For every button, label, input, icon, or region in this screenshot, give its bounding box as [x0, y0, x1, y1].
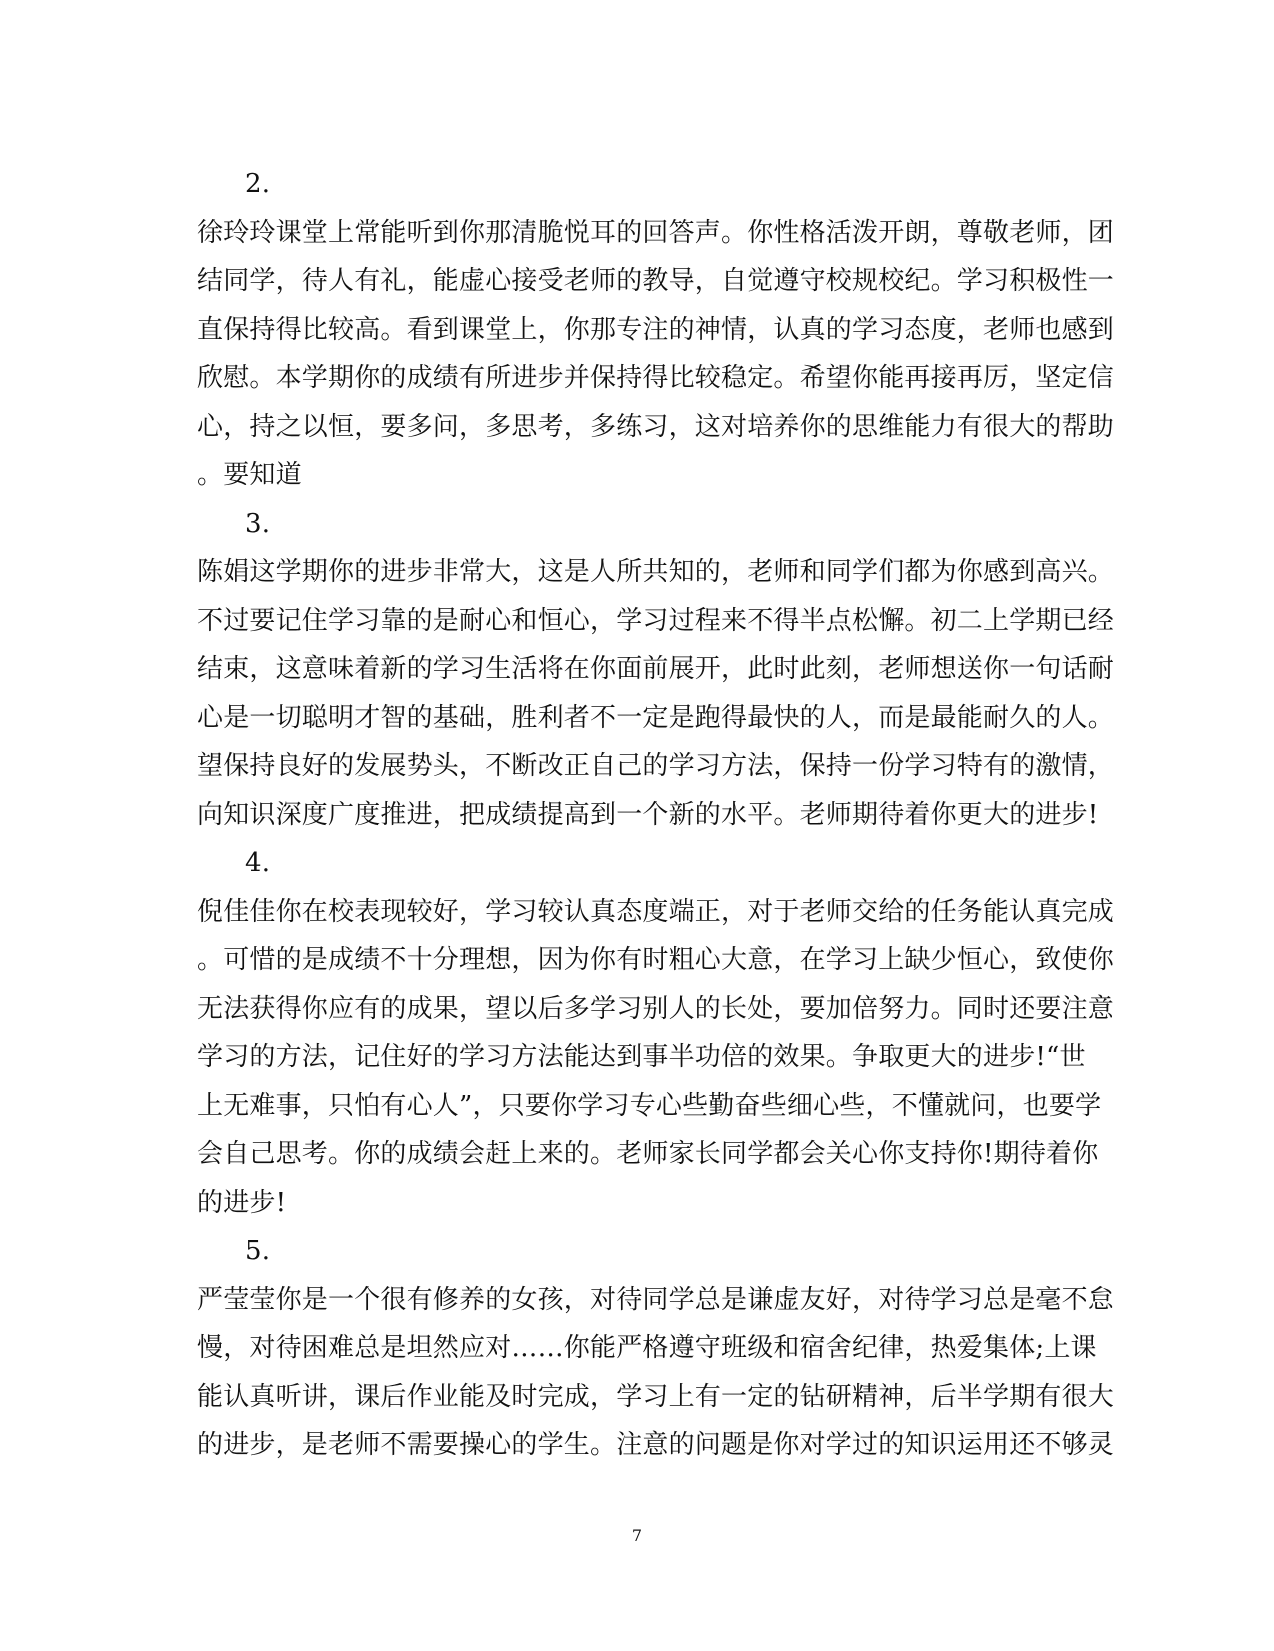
paragraph-line: 心，持之以恒，要多问，多思考，多练习，这对培养你的思维能力有很大的帮助	[197, 411, 1115, 442]
paragraph-line: 向知识深度广度推进，把成绩提高到一个新的水平。老师期待着你更大的进步!	[197, 799, 1099, 830]
item-number: 2.	[245, 169, 271, 199]
paragraph-line: 慢，对待困难总是坦然应对……你能严格遵守班级和宿舍纪律，热爱集体;上课	[197, 1333, 1097, 1363]
paragraph-line: 陈娟这学期你的进步非常大，这是人所共知的，老师和同学们都为你感到高兴。	[197, 557, 1115, 587]
item-number: 4.	[245, 848, 271, 878]
paragraph-line: 的进步，是老师不需要操心的学生。注意的问题是你对学过的知识运用还不够灵	[197, 1430, 1115, 1460]
document-body	[197, 160, 1115, 1470]
paragraph-line: 结同学，待人有礼，能虚心接受老师的教导，自觉遵守校规校纪。学习积极性一	[197, 266, 1115, 296]
paragraph-line: 倪佳佳你在校表现较好，学习较认真态度端正，对于老师交给的任务能认真完成	[197, 896, 1115, 927]
item-number: 5.	[245, 1236, 271, 1266]
paragraph-line: 。可惜的是成绩不十分理想，因为你有时粗心大意，在学习上缺少恒心，致使你	[197, 945, 1115, 975]
paragraph-line: 直保持得比较高。看到课堂上，你那专注的神情，认真的学习态度，老师也感到	[197, 314, 1115, 345]
paragraph-line: 严莹莹你是一个很有修养的女孩，对待同学总是谦虚友好，对待学习总是毫不怠	[197, 1284, 1115, 1315]
paragraph-line: 心是一切聪明才智的基础，胜利者不一定是跑得最快的人，而是最能耐久的人。	[197, 702, 1115, 733]
paragraph-line: 上无难事，只怕有心人”，只要你学习专心些勤奋些细心些，不懂就问，也要学	[197, 1090, 1102, 1121]
page-number: 7	[631, 1526, 643, 1545]
paragraph-line: 会自己思考。你的成绩会赶上来的。老师家长同学都会关心你支持你!期待着你	[197, 1139, 1099, 1169]
paragraph-line: 不过要记住学习靠的是耐心和恒心，学习过程来不得半点松懈。初二上学期已经	[197, 605, 1115, 636]
paragraph-line: 无法获得你应有的成果，望以后多学习别人的长处，要加倍努力。同时还要注意	[197, 993, 1115, 1024]
paragraph-line: 望保持良好的发展势头，不断改正自己的学习方法，保持一份学习特有的激情，	[197, 751, 1115, 781]
paragraph-line: 。要知道	[197, 460, 302, 490]
item-number: 3.	[245, 508, 271, 539]
paragraph-line: 徐玲玲课堂上常能听到你那清脆悦耳的回答声。你性格活泼开朗，尊敬老师，团	[197, 217, 1115, 248]
paragraph-line: 结束，这意味着新的学习生活将在你面前展开，此时此刻，老师想送你一句话耐	[197, 654, 1115, 684]
paragraph-line: 能认真听讲，课后作业能及时完成，学习上有一定的钻研精神，后半学期有很大	[197, 1381, 1115, 1412]
paragraph-line: 学习的方法，记住好的学习方法能达到事半功倍的效果。争取更大的进步!“世	[197, 1042, 1086, 1072]
paragraph-line: 的进步!	[197, 1187, 287, 1218]
paragraph-line: 欣慰。本学期你的成绩有所进步并保持得比较稳定。希望你能再接再厉，坚定信	[197, 363, 1115, 393]
